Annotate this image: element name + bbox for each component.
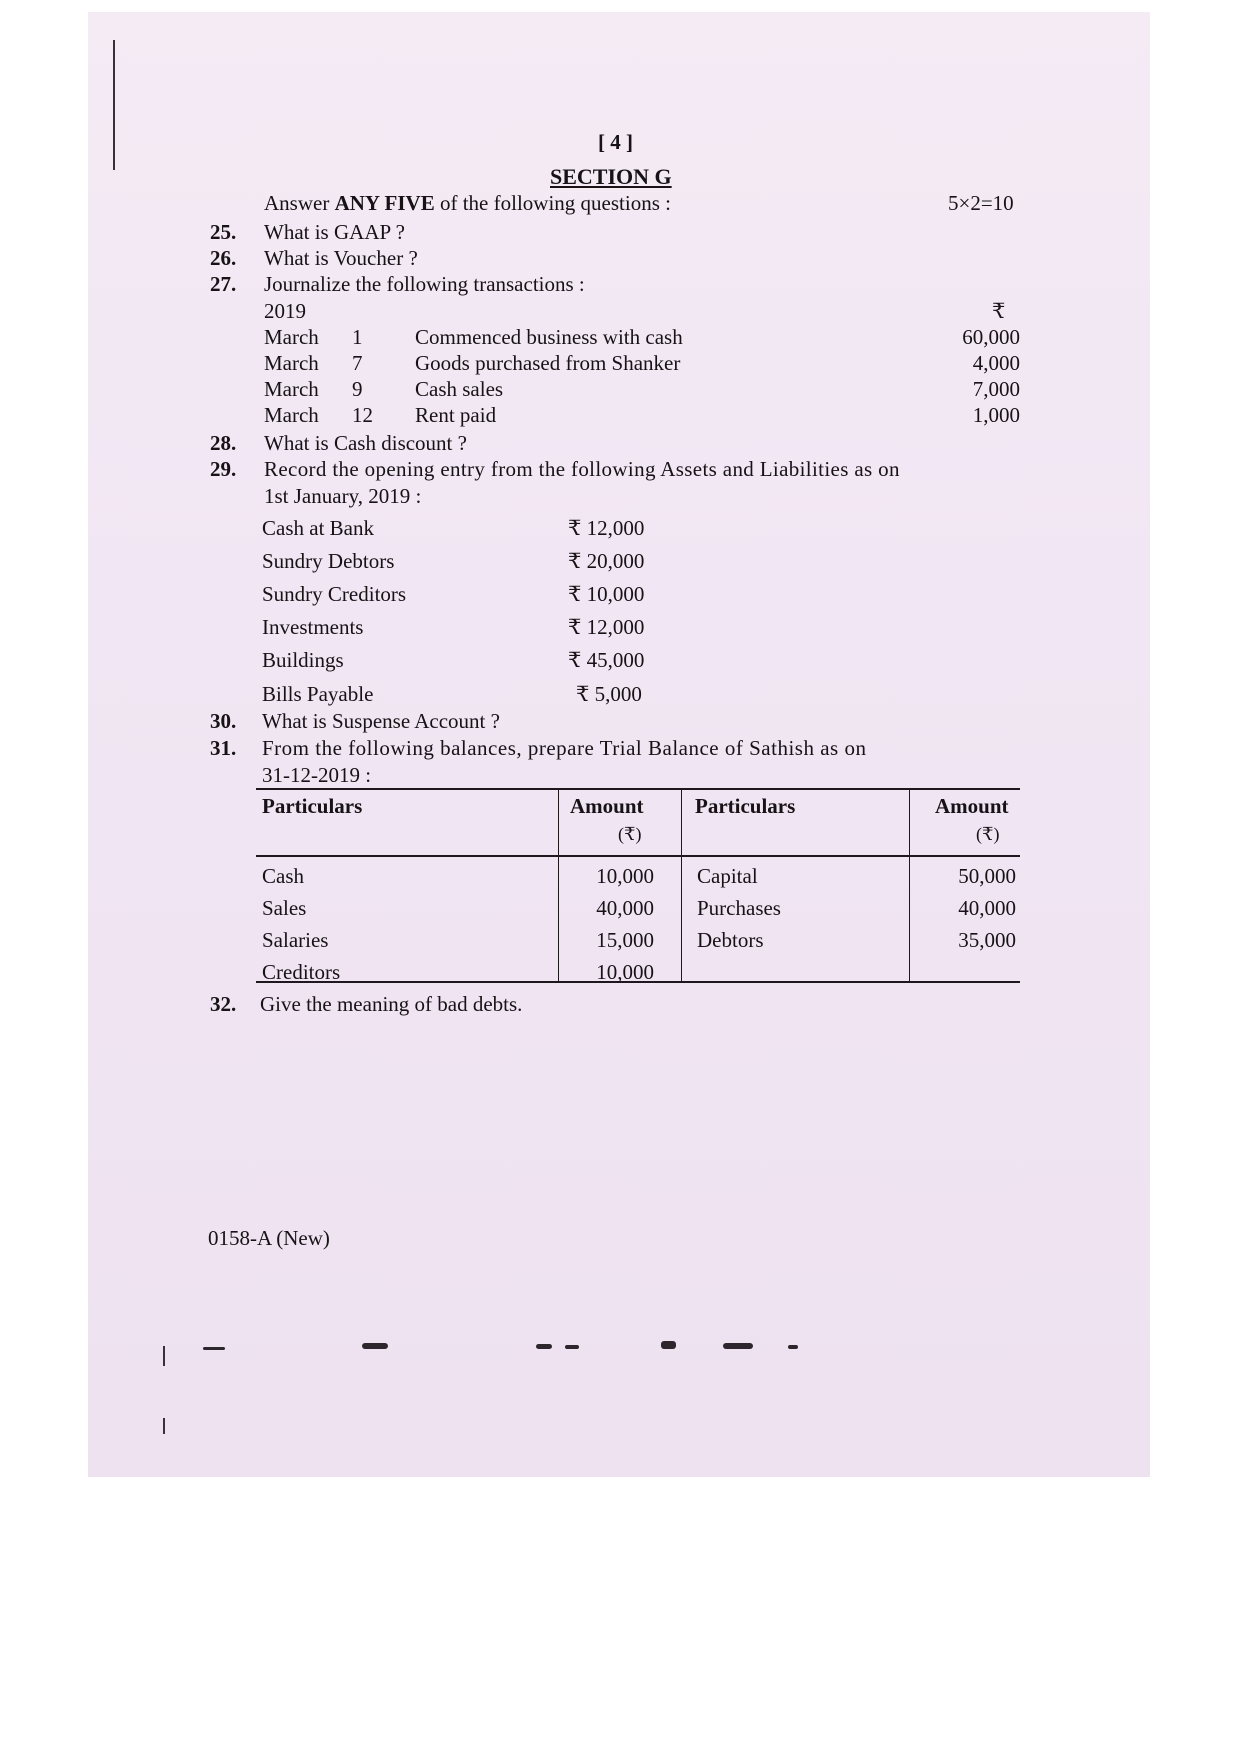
section-instruction: Answer ANY FIVE of the following questions : [264, 191, 671, 215]
header-amount: Amount [570, 794, 644, 818]
cell-amount: 50,000 [958, 864, 1016, 888]
header-amount-unit: (₹) [976, 824, 1000, 844]
cell-amount: 40,000 [596, 896, 654, 920]
cell-amount: 35,000 [958, 928, 1016, 952]
asset-amount: ₹ 12,000 [568, 615, 645, 639]
asset-name: Cash at Bank [262, 516, 374, 540]
transaction-amount: 4,000 [972, 351, 1020, 375]
margin-tick [163, 1346, 165, 1366]
question-text: What is Suspense Account ? [262, 709, 500, 733]
transaction-amount: 7,000 [972, 377, 1020, 401]
question-number: 28. [210, 431, 237, 455]
transaction-day: 9 [352, 377, 363, 401]
margin-tick [163, 1418, 165, 1434]
asset-amount: ₹ 45,000 [568, 648, 645, 672]
currency-symbol: ₹ [992, 299, 1006, 323]
scan-smudge [723, 1343, 753, 1349]
question-number: 32. [210, 992, 237, 1016]
question-text: Give the meaning of bad debts. [260, 992, 523, 1016]
question-number: 25. [210, 220, 237, 244]
transaction-desc: Goods purchased from Shanker [415, 351, 681, 375]
transaction-day: 7 [352, 351, 363, 375]
table-column-divider [558, 788, 559, 982]
cell-particulars: Cash [262, 864, 304, 888]
transaction-day: 12 [352, 403, 373, 427]
header-particulars: Particulars [262, 794, 363, 818]
cell-particulars: Purchases [697, 896, 781, 920]
question-number: 29. [210, 457, 237, 481]
header-amount: Amount [935, 794, 1009, 818]
scan-smudge [203, 1347, 225, 1350]
scan-smudge [661, 1341, 676, 1349]
transaction-desc: Rent paid [415, 403, 497, 427]
liability-name: Sundry Creditors [262, 582, 407, 606]
section-title: SECTION G [550, 164, 672, 189]
margin-line [113, 40, 115, 170]
cell-amount: 10,000 [596, 960, 654, 984]
question-text-continued: 31-12-2019 : [262, 763, 372, 787]
asset-amount: ₹ 20,000 [568, 549, 645, 573]
table-top-rule [256, 788, 1020, 790]
question-text-continued: 1st January, 2019 : [264, 484, 422, 508]
transaction-month: March [264, 325, 319, 349]
transaction-month: March [264, 377, 319, 401]
header-amount-unit: (₹) [618, 824, 642, 844]
asset-name: Buildings [262, 648, 344, 672]
cell-particulars: Salaries [262, 928, 329, 952]
liability-name: Bills Payable [262, 682, 374, 706]
asset-name: Sundry Debtors [262, 549, 395, 573]
table-column-divider [909, 788, 910, 982]
table-header-rule [256, 855, 1020, 857]
paper-code: 0158-A (New) [208, 1226, 330, 1250]
question-text: What is Cash discount ? [264, 431, 467, 455]
question-number: 26. [210, 246, 237, 270]
question-text: Record the opening entry from the following Assets and Liabilities as on [264, 457, 900, 481]
transaction-amount: 1,000 [972, 403, 1020, 427]
scan-smudge [362, 1343, 388, 1349]
header-particulars: Particulars [695, 794, 796, 818]
scan-smudge [565, 1345, 579, 1349]
liability-amount: ₹ 10,000 [568, 582, 645, 606]
cell-particulars: Creditors [262, 960, 341, 984]
question-text: Journalize the following transactions : [264, 272, 585, 296]
transaction-desc: Commenced business with cash [415, 325, 683, 349]
scan-smudge [536, 1344, 552, 1349]
transaction-amount: 60,000 [962, 325, 1020, 349]
asset-amount: ₹ 12,000 [568, 516, 645, 540]
question-text: What is GAAP ? [264, 220, 405, 244]
question-number: 30. [210, 709, 237, 733]
transaction-year: 2019 [264, 299, 306, 323]
cell-particulars: Sales [262, 896, 307, 920]
cell-particulars: Debtors [697, 928, 764, 952]
question-text: From the following balances, prepare Trial Balance of Sathish as on [262, 736, 867, 760]
transaction-desc: Cash sales [415, 377, 504, 401]
cell-amount: 10,000 [596, 864, 654, 888]
question-number: 31. [210, 736, 237, 760]
transaction-day: 1 [352, 325, 363, 349]
table-column-divider [681, 788, 682, 982]
question-text: What is Voucher ? [264, 246, 418, 270]
asset-name: Investments [262, 615, 364, 639]
scan-smudge [788, 1345, 798, 1349]
cell-amount: 15,000 [596, 928, 654, 952]
liability-amount: ₹ 5,000 [576, 682, 642, 706]
transaction-month: March [264, 351, 319, 375]
question-number: 27. [210, 272, 237, 296]
transaction-month: March [264, 403, 319, 427]
cell-particulars: Capital [697, 864, 758, 888]
cell-amount: 40,000 [958, 896, 1016, 920]
page-number: [ 4 ] [598, 130, 633, 154]
section-marks: 5×2=10 [948, 191, 1014, 215]
